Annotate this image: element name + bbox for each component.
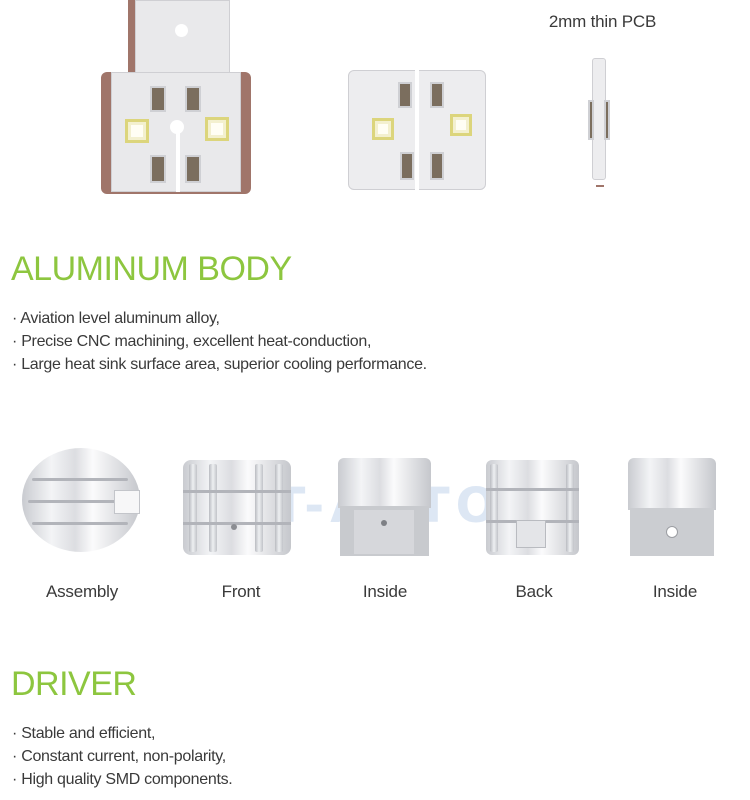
pcb-side-view-image <box>585 55 625 185</box>
inside-view-image-1 <box>338 458 433 558</box>
inside-view-image-2 <box>628 458 718 558</box>
list-item: · Constant current, non-polarity, <box>12 745 232 768</box>
list-item: · Stable and efficient, <box>12 722 232 745</box>
list-item: · Precise CNC machining, excellent heat-conduction, <box>12 330 427 353</box>
part-label-inside-2: Inside <box>652 582 698 601</box>
pcb-board-left-image <box>95 0 255 195</box>
list-item: · Aviation level aluminum alloy, <box>12 307 427 330</box>
pcb-thickness-caption: 2mm thin PCB <box>548 12 657 31</box>
part-label-inside-1: Inside <box>362 582 408 601</box>
aluminum-feature-list <box>12 307 427 376</box>
assembly-image <box>22 448 142 554</box>
part-label-front: Front <box>221 582 261 601</box>
list-item: · High quality SMD components. <box>12 768 232 791</box>
part-label-assembly: Assembly <box>45 582 119 601</box>
part-label-back: Back <box>515 582 553 601</box>
pcb-board-middle-image <box>348 70 488 192</box>
back-view-image <box>486 460 581 557</box>
driver-feature-list <box>12 722 232 791</box>
driver-heading: DRIVER <box>11 665 137 703</box>
front-view-image <box>183 460 293 557</box>
aluminum-body-heading: ALUMINUM BODY <box>11 250 292 288</box>
list-item: · Large heat sink surface area, superior cooling performance. <box>12 353 427 376</box>
